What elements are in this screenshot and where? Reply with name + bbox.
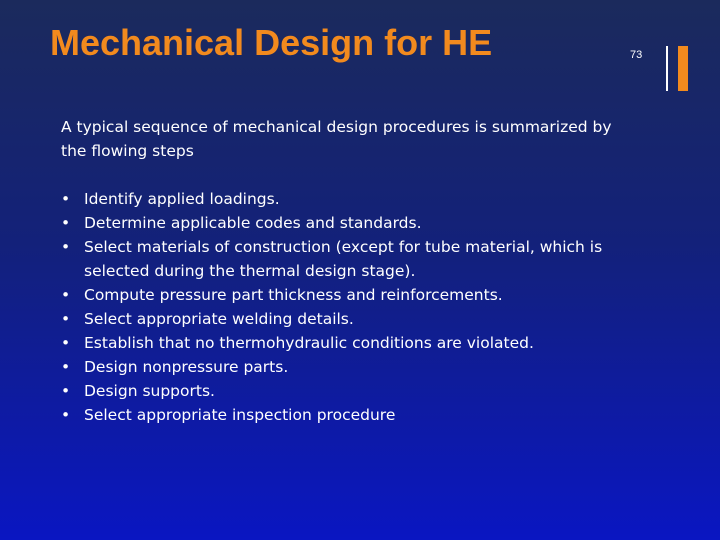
list-item-text: Compute pressure part thickness and reinforcements. <box>84 286 503 304</box>
intro-text: A typical sequence of mechanical design procedures is summarized by the flowing steps <box>61 118 612 160</box>
steps-list <box>61 187 631 427</box>
bullet-icon: • <box>61 190 71 208</box>
page-number: 73 <box>630 49 643 61</box>
list-item <box>61 235 631 283</box>
list-item <box>61 307 631 331</box>
bullet-icon: • <box>61 214 71 232</box>
list-item-text: Identify applied loadings. <box>84 190 280 208</box>
bullet-icon: • <box>61 406 71 424</box>
bullet-icon: • <box>61 310 71 328</box>
list-item-text: Design supports. <box>84 382 215 400</box>
bullet-icon: • <box>61 238 71 256</box>
list-item <box>61 379 631 403</box>
list-item <box>61 403 631 427</box>
bullet-icon: • <box>61 358 71 376</box>
bullet-icon: • <box>61 286 71 304</box>
bullet-icon: • <box>61 334 71 352</box>
list-item-text: Select appropriate welding details. <box>84 310 354 328</box>
list-item <box>61 331 631 355</box>
list-item-text: Design nonpressure parts. <box>84 358 289 376</box>
list-item-text: Select appropriate inspection procedure <box>84 406 396 424</box>
list-item <box>61 211 631 235</box>
bullet-icon: • <box>61 382 71 400</box>
list-item <box>61 187 631 211</box>
list-item <box>61 283 631 307</box>
list-item-text: Select materials of construction (except for tube material, which is selected during the thermal design stage). <box>84 238 603 280</box>
accent-bar-thick <box>678 46 688 91</box>
list-item-text: Determine applicable codes and standards. <box>84 214 422 232</box>
slide-title: Mechanical Design for HE <box>50 22 493 63</box>
accent-bar-thin <box>666 46 668 91</box>
list-item-text: Establish that no thermohydraulic conditions are violated. <box>84 334 534 352</box>
list-item <box>61 355 631 379</box>
